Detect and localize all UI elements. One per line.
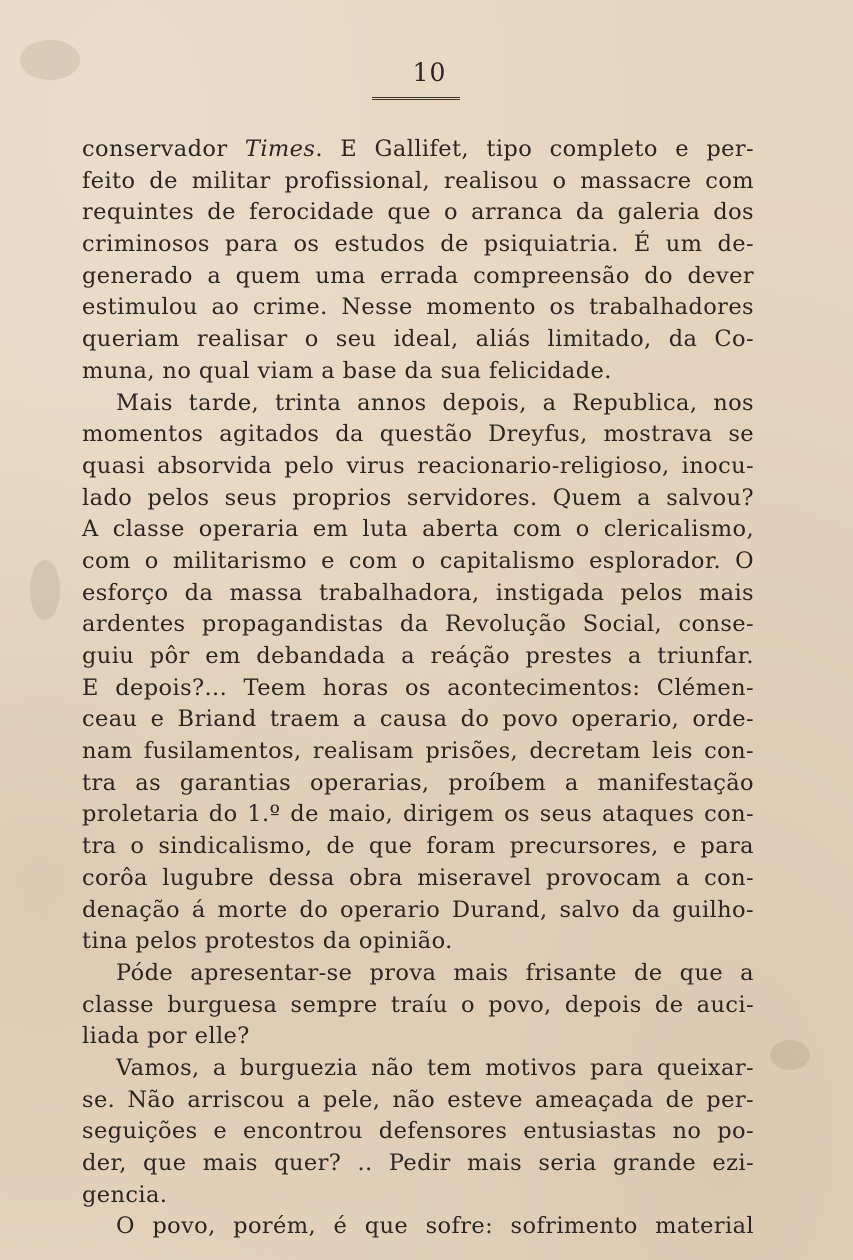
text-line: classe burguesa sempre traíu o povo, depois de auci-: [82, 991, 754, 1018]
text-line: criminosos para os estudos de psiquiatria. É um de-: [82, 231, 754, 258]
text-line: ardentes propagandistas da Revolução Social, conse-: [82, 611, 754, 638]
text-line: ceau e Briand traem a causa do povo operario, orde-: [82, 706, 754, 733]
text-line: tra o sindicalismo, de que foram precursores, e para: [82, 833, 754, 860]
text-line: requintes de ferocidade que o arranca da galeria dos: [82, 199, 754, 226]
text-line: momentos agitados da questão Dreyfus, mostrava se: [82, 421, 754, 448]
text-line: seguições e encontrou defensores entusiastas no po-: [82, 1118, 754, 1145]
text-line: Vamos, a burguezia não tem motivos para queixar-: [116, 1054, 754, 1081]
text-line: esforço da massa trabalhadora, instigada pelos mais: [82, 579, 754, 606]
body-text: [82, 134, 754, 1243]
text-line: proletaria do 1.º de maio, dirigem os seus ataques con-: [82, 801, 754, 828]
text-line: feito de militar profissional, realisou o massacre com: [82, 167, 754, 194]
newspaper-title: Times: [244, 136, 316, 162]
text-line: tina pelos protestos da opinião.: [82, 928, 453, 955]
paper-stain: [770, 1040, 810, 1070]
text-line: com o militarismo e com o capitalismo esplorador. O: [82, 547, 754, 574]
text-line: generado a quem uma errada compreensão do dever: [82, 262, 754, 289]
paper-stain: [30, 560, 60, 620]
text-line: queriam realisar o seu ideal, aliás limitado, da Co-: [82, 326, 754, 353]
text-line: Póde apresentar-se prova mais frisante de que a: [116, 959, 754, 986]
text-line: Mais tarde, trinta annos depois, a Republica, nos: [116, 389, 754, 416]
text-line: O povo, porém, é que sofre: sofrimento material: [116, 1213, 754, 1240]
text-line: nam fusilamentos, realisam prisões, decretam leis con-: [82, 738, 754, 765]
text-line: corôa lugubre dessa obra miseravel provocam a con-: [82, 864, 754, 891]
text-line: denação á morte do operario Durand, salvo da guilho-: [82, 896, 754, 923]
text-line: E depois?... Teem horas os acontecimentos: Clémen-: [82, 674, 754, 701]
text-line: liada por elle?: [82, 1023, 250, 1050]
text-line: quasi absorvida pelo virus reacionario-religioso, inocu-: [82, 452, 754, 479]
text-line: tra as garantias operarias, proíbem a manifestação: [82, 769, 754, 796]
text-line: estimulou ao crime. Nesse momento os trabalhadores: [82, 294, 754, 321]
text-line: muna, no qual viam a base da sua felicidade.: [82, 357, 612, 384]
text-line: guiu pôr em debandada a reáção prestes a triunfar.: [82, 643, 754, 669]
text-line: A classe operaria em luta aberta com o clericalismo,: [82, 516, 754, 543]
text-line: lado pelos seus proprios servidores. Quem a salvou?: [82, 484, 754, 511]
text-line: conservador Times. E Gallifet, tipo completo e per-: [82, 136, 755, 162]
text-line: gencia.: [82, 1181, 168, 1208]
header-rule: [372, 97, 460, 100]
text-line: se. Não arriscou a pele, não esteve ameaçada de per-: [82, 1086, 754, 1113]
page-number: 10: [412, 58, 447, 87]
text-line: der, que mais quer? .. Pedir mais seria grande ezi-: [82, 1150, 754, 1176]
